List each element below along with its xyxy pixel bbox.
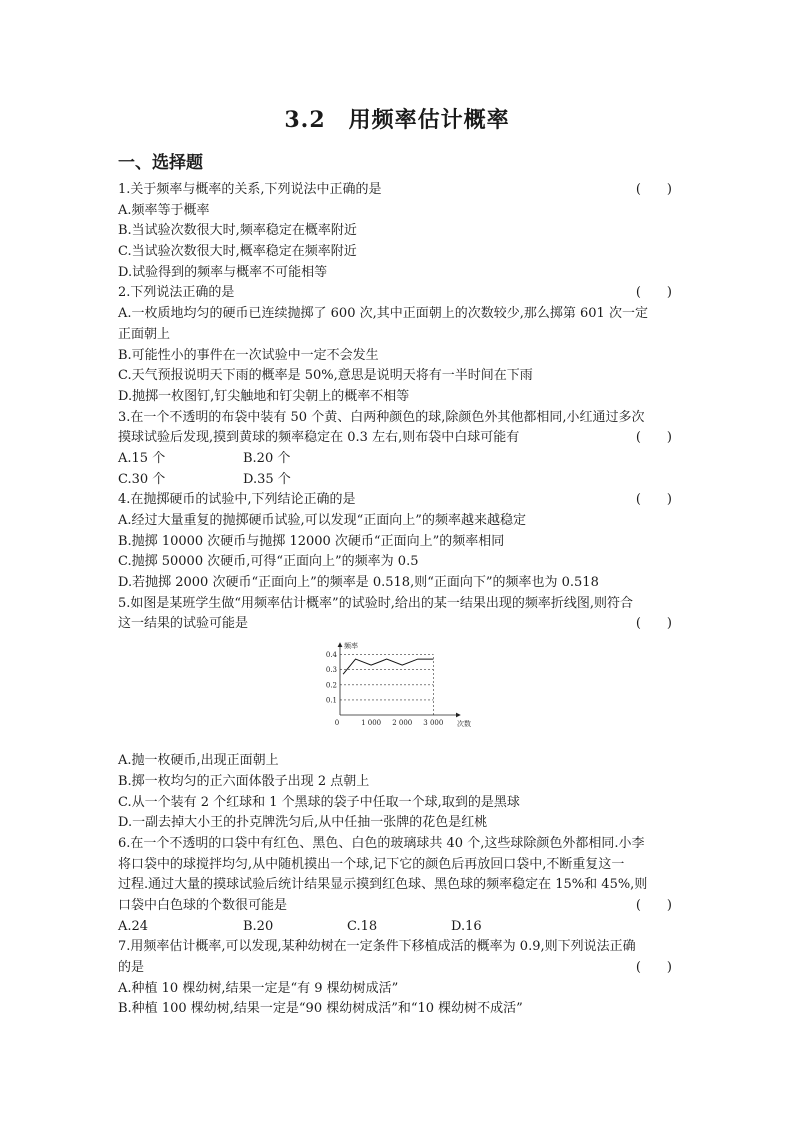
option-b: B.种植 100 棵幼树,结果一定是“90 棵幼树成活”和“10 棵幼树不成活” xyxy=(118,1001,523,1017)
x-tick-label: 2 000 xyxy=(392,719,413,728)
question-4-stem xyxy=(118,490,676,511)
question-stem: 4.在抛掷硬币的试验中,下列结论正确的是 xyxy=(118,492,356,508)
question-6-stem-continued: 将口袋中的球搅拌均匀,从中随机摸出一个球,记下它的颜色后再放回口袋中,不断重复这一 xyxy=(118,856,625,872)
y-tick-label: 0.1 xyxy=(325,696,337,705)
question-5-stem-continued xyxy=(118,614,676,635)
page-title: 3.2 用频率估计概率 xyxy=(284,107,510,133)
y-tick-label: 0.2 xyxy=(325,681,337,690)
options-row xyxy=(118,449,676,470)
answer-blank: ( ) xyxy=(635,492,672,508)
option-b: B.可能性小的事件在一次试验中一定不会发生 xyxy=(118,347,379,363)
option-c: C.从一个装有 2 个红球和 1 个黑球的袋子中任取一个球,取到的是黑球 xyxy=(118,794,520,810)
section-heading: 一、选择题 xyxy=(118,153,203,173)
question-list xyxy=(118,180,676,1020)
question-6-stem: 6.在一个不透明的口袋中有红色、黑色、白色的玻璃球共 40 个,这些球除颜色外都相同.小李 xyxy=(118,835,645,851)
option-d: D.抛掷一枚图钉,钉尖触地和钉尖朝上的概率不相等 xyxy=(118,388,410,404)
option-d: D.35 个 xyxy=(243,471,291,487)
question-stem: 口袋中白色球的个数很可能是 xyxy=(118,897,288,913)
options-row xyxy=(118,917,676,938)
option-a: A.种植 10 棵幼树,结果一定是“有 9 棵幼树成活” xyxy=(118,980,399,996)
question-1-stem xyxy=(118,180,676,201)
answer-blank: ( ) xyxy=(635,285,672,301)
question-6-stem-continued xyxy=(118,896,676,917)
option-c: C.18 xyxy=(347,918,378,934)
answer-blank: ( ) xyxy=(635,616,672,632)
x-axis-label: 次数 xyxy=(457,720,471,729)
x-tick-label: 3 000 xyxy=(423,719,444,728)
option-c: C.当试验次数很大时,概率稳定在频率附近 xyxy=(118,244,357,260)
option-a: A.频率等于概率 xyxy=(118,202,210,218)
question-5-stem: 5.如图是某班学生做“用频率估计概率”的试验时,给出的某一结果出现的频率折线图,则符合 xyxy=(118,595,633,611)
option-c: C.天气预报说明天下雨的概率是 50%,意思是说明天将有一半时间在下雨 xyxy=(118,368,533,384)
series-line xyxy=(343,659,433,674)
answer-blank: ( ) xyxy=(635,960,672,975)
answer-blank: ( ) xyxy=(635,430,672,446)
frequency-line-chart xyxy=(316,639,471,735)
question-stem: 的是 xyxy=(118,960,145,975)
option-a-continued: 正面朝上 xyxy=(118,326,171,342)
question-stem: 摸球试验后发现,摸到黄球的频率稳定在 0.3 左右,则布袋中白球可能有 xyxy=(118,430,520,446)
question-stem: 1.关于频率与概率的关系,下列说法中正确的是 xyxy=(118,182,382,197)
option-d: D.若抛掷 2000 次硬币“正面向上”的频率是 0.518,则“正面向下”的频率也为 0.518 xyxy=(118,575,599,591)
origin-label: 0 xyxy=(334,719,340,728)
y-axis-label: 频率 xyxy=(344,642,358,651)
answer-blank: ( ) xyxy=(635,897,672,913)
answer-blank: ( ) xyxy=(635,182,672,197)
option-b: B.掷一枚均匀的正六面体骰子出现 2 点朝上 xyxy=(118,773,370,789)
y-tick-label: 0.4 xyxy=(325,651,337,660)
option-d: D.一副去掉大小王的扑克牌洗匀后,从中任抽一张牌的花色是红桃 xyxy=(118,815,488,831)
y-tick-label: 0.3 xyxy=(325,666,337,675)
option-b: B.20 个 xyxy=(243,450,291,466)
options-row xyxy=(118,470,676,491)
frequency-chart-container xyxy=(118,635,676,751)
option-d: D.试验得到的频率与概率不可能相等 xyxy=(118,264,328,280)
option-a: A.经过大量重复的抛掷硬币试验,可以发现“正面向上”的频率越来越稳定 xyxy=(118,513,526,528)
question-2-stem xyxy=(118,283,676,304)
question-3-stem-continued xyxy=(118,428,676,449)
question-7-stem: 7.用频率估计概率,可以发现,某种幼树在一定条件下移植成活的概率为 0.9,则下列说法正确 xyxy=(118,939,636,955)
question-3-stem: 3.在一个不透明的布袋中装有 50 个黄、白两种颜色的球,除颜色外其他都相同,小红通过多次 xyxy=(118,409,645,425)
question-6-stem-continued: 过程.通过大量的摸球试验后统计结果显示摸到红色球、黑色球的频率稳定在 15%和 45%,则 xyxy=(118,877,648,893)
option-c: C.30 个 xyxy=(118,471,166,487)
question-stem: 2.下列说法正确的是 xyxy=(118,285,235,301)
option-a: A.24 xyxy=(118,918,149,934)
question-7-stem-continued xyxy=(118,958,676,979)
option-a: A.一枚质地均匀的硬币已连续抛掷了 600 次,其中正面朝上的次数较少,那么掷第 601 次一定 xyxy=(118,306,648,322)
option-b: B.抛掷 10000 次硬币与抛掷 12000 次硬币“正面向上”的频率相同 xyxy=(118,533,505,549)
option-a: A.抛一枚硬币,出现正面朝上 xyxy=(118,753,279,769)
option-d: D.16 xyxy=(451,918,482,934)
x-tick-label: 1 000 xyxy=(361,719,382,728)
option-c: C.抛掷 50000 次硬币,可得“正面向上”的频率为 0.5 xyxy=(118,554,419,570)
option-b: B.20 xyxy=(243,918,274,934)
option-a: A.15 个 xyxy=(118,450,166,466)
question-stem: 这一结果的试验可能是 xyxy=(118,616,249,632)
option-b: B.当试验次数很大时,频率稳定在概率附近 xyxy=(118,223,357,239)
